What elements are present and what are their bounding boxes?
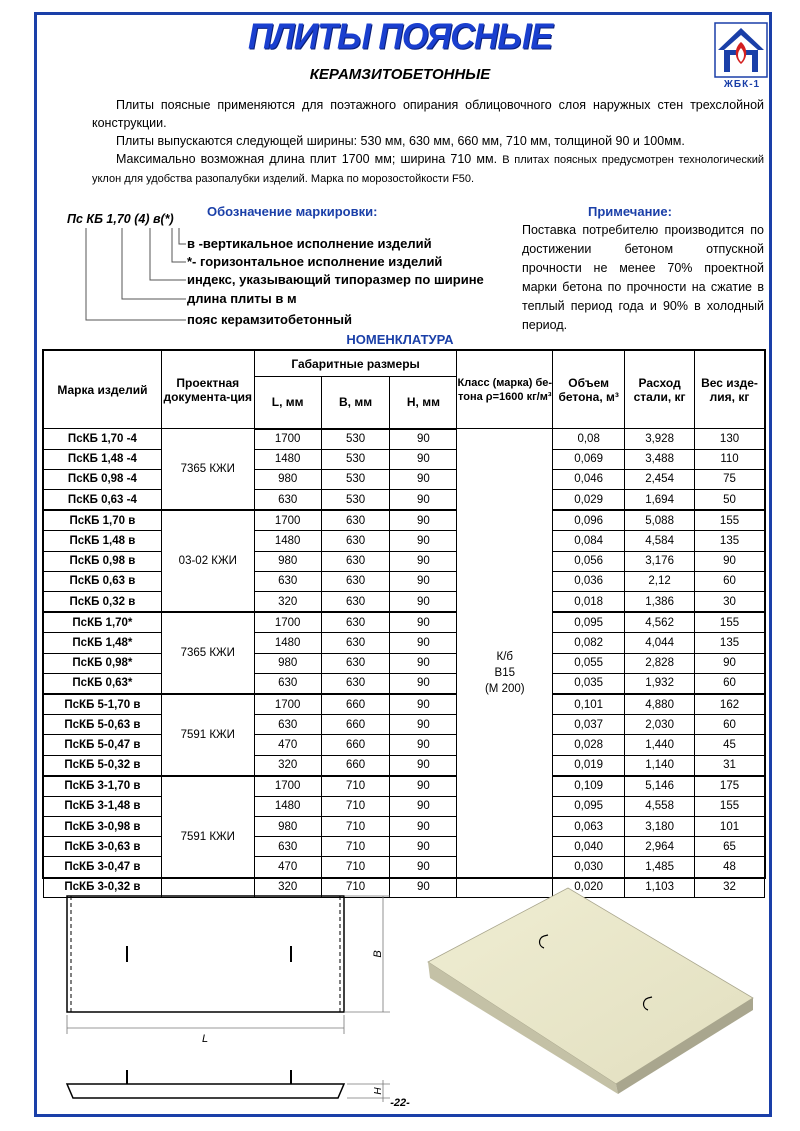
cell-steel: 2,964 — [625, 837, 695, 857]
header-dims: Габаритные размеры — [254, 351, 457, 377]
cell-mark: ПсКБ 0,98 -4 — [44, 469, 162, 489]
cell-H: 90 — [390, 551, 457, 571]
cell-steel: 2,030 — [625, 715, 695, 735]
cell-steel: 2,454 — [625, 469, 695, 489]
cell-weight: 31 — [695, 755, 765, 776]
cell-B: 530 — [321, 429, 390, 450]
cell-volume: 0,046 — [553, 469, 625, 489]
cell-steel: 4,558 — [625, 796, 695, 816]
cell-weight: 60 — [695, 673, 765, 694]
cell-mark: ПсКБ 3-0,32 в — [44, 877, 162, 897]
cell-L: 320 — [254, 755, 321, 776]
cell-L: 1700 — [254, 612, 321, 633]
cell-mark: ПсКБ 1,48* — [44, 633, 162, 653]
cell-L: 980 — [254, 653, 321, 673]
cell-L: 980 — [254, 469, 321, 489]
cell-B: 630 — [321, 653, 390, 673]
cell-volume: 0,040 — [553, 837, 625, 857]
marking-heading: Обозначение маркировки: — [207, 204, 378, 219]
cell-doc: 7591 КЖИ — [161, 776, 254, 898]
cell-steel: 3,176 — [625, 551, 695, 571]
cell-B: 630 — [321, 673, 390, 694]
cell-mark: ПсКБ 3-0,47 в — [44, 857, 162, 877]
cell-volume: 0,028 — [553, 735, 625, 755]
cell-volume: 0,08 — [553, 429, 625, 450]
intro-paragraph-3b: В плитах поясных предусмотрен технологический уклон для удобства разопалубки изделий. Марка по морозостойкости F50. — [92, 154, 764, 185]
header-steel: Расход стали, кг — [625, 351, 695, 429]
cell-weight: 30 — [695, 592, 765, 613]
cell-B: 710 — [321, 796, 390, 816]
table-row — [44, 449, 765, 469]
cell-steel: 4,880 — [625, 694, 695, 715]
cell-B: 660 — [321, 755, 390, 776]
cell-B: 630 — [321, 612, 390, 633]
cell-H: 90 — [390, 469, 457, 489]
concrete-class-line: (М 200) — [484, 682, 525, 695]
marking-line-2: *- горизонтальное исполнение изделий — [187, 254, 443, 269]
cell-volume: 0,037 — [553, 715, 625, 735]
cell-B: 710 — [321, 857, 390, 877]
intro-paragraph-3 — [92, 150, 764, 188]
cell-weight: 50 — [695, 490, 765, 511]
cell-weight: 48 — [695, 857, 765, 877]
cell-L: 1700 — [254, 429, 321, 450]
header-L: L, мм — [254, 377, 321, 429]
cell-mark: ПсКБ 0,98 в — [44, 551, 162, 571]
table-row — [44, 653, 765, 673]
cell-volume: 0,084 — [553, 531, 625, 551]
cell-steel: 4,584 — [625, 531, 695, 551]
cell-B: 630 — [321, 551, 390, 571]
cell-mark: ПсКБ 1,48 -4 — [44, 449, 162, 469]
cell-volume: 0,109 — [553, 776, 625, 797]
cell-H: 90 — [390, 429, 457, 450]
cell-B: 710 — [321, 776, 390, 797]
cell-steel: 2,12 — [625, 571, 695, 591]
cell-volume: 0,055 — [553, 653, 625, 673]
cell-H: 90 — [390, 837, 457, 857]
cell-L: 630 — [254, 673, 321, 694]
cell-mark: ПсКБ 0,63 -4 — [44, 490, 162, 511]
cell-H: 90 — [390, 612, 457, 633]
cell-B: 530 — [321, 490, 390, 511]
cell-volume: 0,096 — [553, 510, 625, 531]
cell-L: 1700 — [254, 510, 321, 531]
cell-mark: ПсКБ 0,98* — [44, 653, 162, 673]
cell-weight: 155 — [695, 796, 765, 816]
cell-steel: 1,140 — [625, 755, 695, 776]
table-row — [44, 490, 765, 511]
cell-B: 530 — [321, 449, 390, 469]
cell-mark: ПсКБ 0,32 в — [44, 592, 162, 613]
cell-volume: 0,082 — [553, 633, 625, 653]
cell-H: 90 — [390, 694, 457, 715]
cell-B: 630 — [321, 571, 390, 591]
cell-weight: 65 — [695, 837, 765, 857]
table-row — [44, 735, 765, 755]
cell-B: 710 — [321, 817, 390, 837]
cell-steel: 1,485 — [625, 857, 695, 877]
cell-H: 90 — [390, 510, 457, 531]
cell-steel: 4,044 — [625, 633, 695, 653]
cell-weight: 130 — [695, 429, 765, 450]
cell-L: 980 — [254, 817, 321, 837]
cell-B: 660 — [321, 715, 390, 735]
slab-3d-illustration — [420, 880, 760, 1095]
cell-H: 90 — [390, 776, 457, 797]
cell-H: 90 — [390, 449, 457, 469]
cell-volume: 0,095 — [553, 612, 625, 633]
header-class: Класс (марка) бе-тона ρ=1600 кг/м³ — [457, 351, 553, 429]
marking-line-5: пояс керамзитобетонный — [187, 312, 353, 327]
cell-mark: ПсКБ 3-1,48 в — [44, 796, 162, 816]
cell-mark: ПсКБ 1,70 -4 — [44, 429, 162, 450]
cell-B: 710 — [321, 877, 390, 897]
cell-B: 630 — [321, 633, 390, 653]
cell-L: 470 — [254, 857, 321, 877]
cell-steel: 4,562 — [625, 612, 695, 633]
label-B: B — [372, 950, 384, 958]
table-row — [44, 633, 765, 653]
cell-L: 630 — [254, 571, 321, 591]
cell-L: 630 — [254, 837, 321, 857]
marking-code: Пс КБ 1,70 (4) в(*) — [67, 212, 174, 226]
cell-mark: ПсКБ 5-0,63 в — [44, 715, 162, 735]
marking-line-4: длина плиты в м — [187, 291, 297, 306]
company-logo-icon — [714, 22, 768, 78]
cell-H: 90 — [390, 796, 457, 816]
cell-B: 710 — [321, 837, 390, 857]
cell-B: 660 — [321, 694, 390, 715]
table-row — [44, 715, 765, 735]
cell-H: 90 — [390, 490, 457, 511]
table-row — [44, 694, 765, 715]
table-row — [44, 592, 765, 613]
cell-L: 630 — [254, 715, 321, 735]
table-row — [44, 429, 765, 450]
table-row — [44, 510, 765, 531]
table-row — [44, 469, 765, 489]
cell-H: 90 — [390, 735, 457, 755]
cell-mark: ПсКБ 3-0,63 в — [44, 837, 162, 857]
cell-H: 90 — [390, 755, 457, 776]
cell-weight: 32 — [695, 877, 765, 897]
cell-doc: 03-02 КЖИ — [161, 510, 254, 612]
logo-text: ЖБК-1 — [723, 79, 761, 90]
cell-volume: 0,063 — [553, 817, 625, 837]
cell-H: 90 — [390, 571, 457, 591]
cell-steel: 3,928 — [625, 429, 695, 450]
cell-B: 630 — [321, 510, 390, 531]
cell-H: 90 — [390, 531, 457, 551]
table-row — [44, 612, 765, 633]
table-row — [44, 837, 765, 857]
table-row — [44, 817, 765, 837]
marking-line-1: в -вертикальное исполнение изделий — [187, 236, 432, 251]
cell-doc: 7591 КЖИ — [161, 694, 254, 776]
cell-weight: 60 — [695, 571, 765, 591]
cell-L: 1480 — [254, 796, 321, 816]
cell-weight: 155 — [695, 612, 765, 633]
cell-concrete-class — [457, 429, 553, 898]
cell-H: 90 — [390, 817, 457, 837]
table-row — [44, 755, 765, 776]
cell-weight: 155 — [695, 510, 765, 531]
cell-weight: 110 — [695, 449, 765, 469]
cell-H: 90 — [390, 673, 457, 694]
cell-H: 90 — [390, 633, 457, 653]
header-H: H, мм — [390, 377, 457, 429]
cell-volume: 0,030 — [553, 857, 625, 877]
cell-L: 320 — [254, 877, 321, 897]
page-title: ПЛИТЫ ПОЯСНЫЕ — [247, 17, 553, 57]
plan-view-drawing — [55, 890, 400, 1050]
table-row — [44, 673, 765, 694]
concrete-class-line: В15 — [494, 666, 516, 679]
cell-L: 1480 — [254, 449, 321, 469]
cell-mark: ПсКБ 1,48 в — [44, 531, 162, 551]
marking-leader-lines — [60, 226, 190, 326]
cell-mark: ПсКБ 0,63* — [44, 673, 162, 694]
cell-volume: 0,029 — [553, 490, 625, 511]
page-subtitle: КЕРАМЗИТОБЕТОННЫЕ — [309, 66, 491, 83]
cell-volume: 0,095 — [553, 796, 625, 816]
cell-volume: 0,069 — [553, 449, 625, 469]
cell-steel: 1,932 — [625, 673, 695, 694]
header-volume: Объем бетона, м³ — [553, 351, 625, 429]
cell-L: 980 — [254, 551, 321, 571]
marking-line-3: индекс, указывающий типоразмер по ширине — [187, 272, 484, 287]
cell-B: 630 — [321, 531, 390, 551]
cell-volume: 0,019 — [553, 755, 625, 776]
cell-weight: 135 — [695, 633, 765, 653]
concrete-class-line: К/б — [496, 650, 514, 663]
cell-H: 90 — [390, 857, 457, 877]
cell-L: 1480 — [254, 633, 321, 653]
cell-mark: ПсКБ 3-0,98 в — [44, 817, 162, 837]
cell-mark: ПсКБ 1,70 в — [44, 510, 162, 531]
cell-B: 660 — [321, 735, 390, 755]
note-body: Поставка потребителю производится по достижении бетоном отпускной прочности не менее 70% проектной марки бетона по прочности на сжатие в теплый период года и 90% в холодный период. — [522, 223, 764, 332]
header-mark: Марка изделий — [44, 351, 162, 429]
label-H: H — [373, 1087, 384, 1095]
cell-L: 1700 — [254, 694, 321, 715]
cell-volume: 0,018 — [553, 592, 625, 613]
cell-volume: 0,036 — [553, 571, 625, 591]
cell-mark: ПсКБ 5-0,47 в — [44, 735, 162, 755]
intro-paragraph-3a: Максимально возможная длина плит 1700 мм; ширина 710 мм. — [116, 152, 498, 166]
cell-H: 90 — [390, 653, 457, 673]
header-doc: Проектная документа-ция — [161, 351, 254, 429]
cell-H: 90 — [390, 877, 457, 897]
cell-H: 90 — [390, 715, 457, 735]
cell-L: 1480 — [254, 531, 321, 551]
cell-steel: 1,386 — [625, 592, 695, 613]
cell-weight: 101 — [695, 817, 765, 837]
cell-weight: 175 — [695, 776, 765, 797]
nomenclature-heading: НОМЕНКЛАТУРА — [346, 332, 454, 347]
label-L: L — [201, 1033, 209, 1045]
cell-volume: 0,035 — [553, 673, 625, 694]
note-heading: Примечание: — [588, 204, 672, 219]
cell-volume: 0,020 — [553, 877, 625, 897]
cell-L: 470 — [254, 735, 321, 755]
cell-B: 630 — [321, 592, 390, 613]
cell-steel: 2,828 — [625, 653, 695, 673]
table-row — [44, 796, 765, 816]
cell-weight: 75 — [695, 469, 765, 489]
cell-steel: 3,488 — [625, 449, 695, 469]
intro-paragraph-2: Плиты выпускаются следующей ширины: 530 мм, 630 мм, 660 мм, 710 мм, толщиной 90 и 100мм. — [116, 134, 685, 148]
cell-steel: 5,146 — [625, 776, 695, 797]
cell-L: 630 — [254, 490, 321, 511]
cell-steel: 5,088 — [625, 510, 695, 531]
cell-mark: ПсКБ 5-0,32 в — [44, 755, 162, 776]
cell-L: 1700 — [254, 776, 321, 797]
header-B: B, мм — [321, 377, 390, 429]
cell-H: 90 — [390, 592, 457, 613]
cell-doc: 7365 КЖИ — [161, 429, 254, 511]
table-row — [44, 571, 765, 591]
cell-weight: 90 — [695, 653, 765, 673]
cell-mark: ПсКБ 5-1,70 в — [44, 694, 162, 715]
cell-steel: 1,103 — [625, 877, 695, 897]
cell-mark: ПсКБ 0,63 в — [44, 571, 162, 591]
cell-steel: 1,440 — [625, 735, 695, 755]
table-row — [44, 551, 765, 571]
nomenclature-table — [43, 350, 765, 898]
cell-volume: 0,101 — [553, 694, 625, 715]
cell-weight: 162 — [695, 694, 765, 715]
cell-weight: 45 — [695, 735, 765, 755]
page-number: -22- — [390, 1097, 410, 1109]
cell-mark: ПсКБ 3-1,70 в — [44, 776, 162, 797]
intro-paragraph-1: Плиты поясные применяются для поэтажного опирания облицовочного слоя наружных стен трехслойной конструкции. — [92, 98, 764, 130]
cell-weight: 90 — [695, 551, 765, 571]
table-row — [44, 531, 765, 551]
cell-doc: 7365 КЖИ — [161, 612, 254, 694]
cell-L: 320 — [254, 592, 321, 613]
cell-B: 530 — [321, 469, 390, 489]
cell-volume: 0,056 — [553, 551, 625, 571]
table-row — [44, 776, 765, 797]
cell-weight: 60 — [695, 715, 765, 735]
header-weight: Вес изде-лия, кг — [695, 351, 765, 429]
cell-weight: 135 — [695, 531, 765, 551]
table-row — [44, 857, 765, 877]
cell-steel: 3,180 — [625, 817, 695, 837]
cell-steel: 1,694 — [625, 490, 695, 511]
cell-mark: ПсКБ 1,70* — [44, 612, 162, 633]
